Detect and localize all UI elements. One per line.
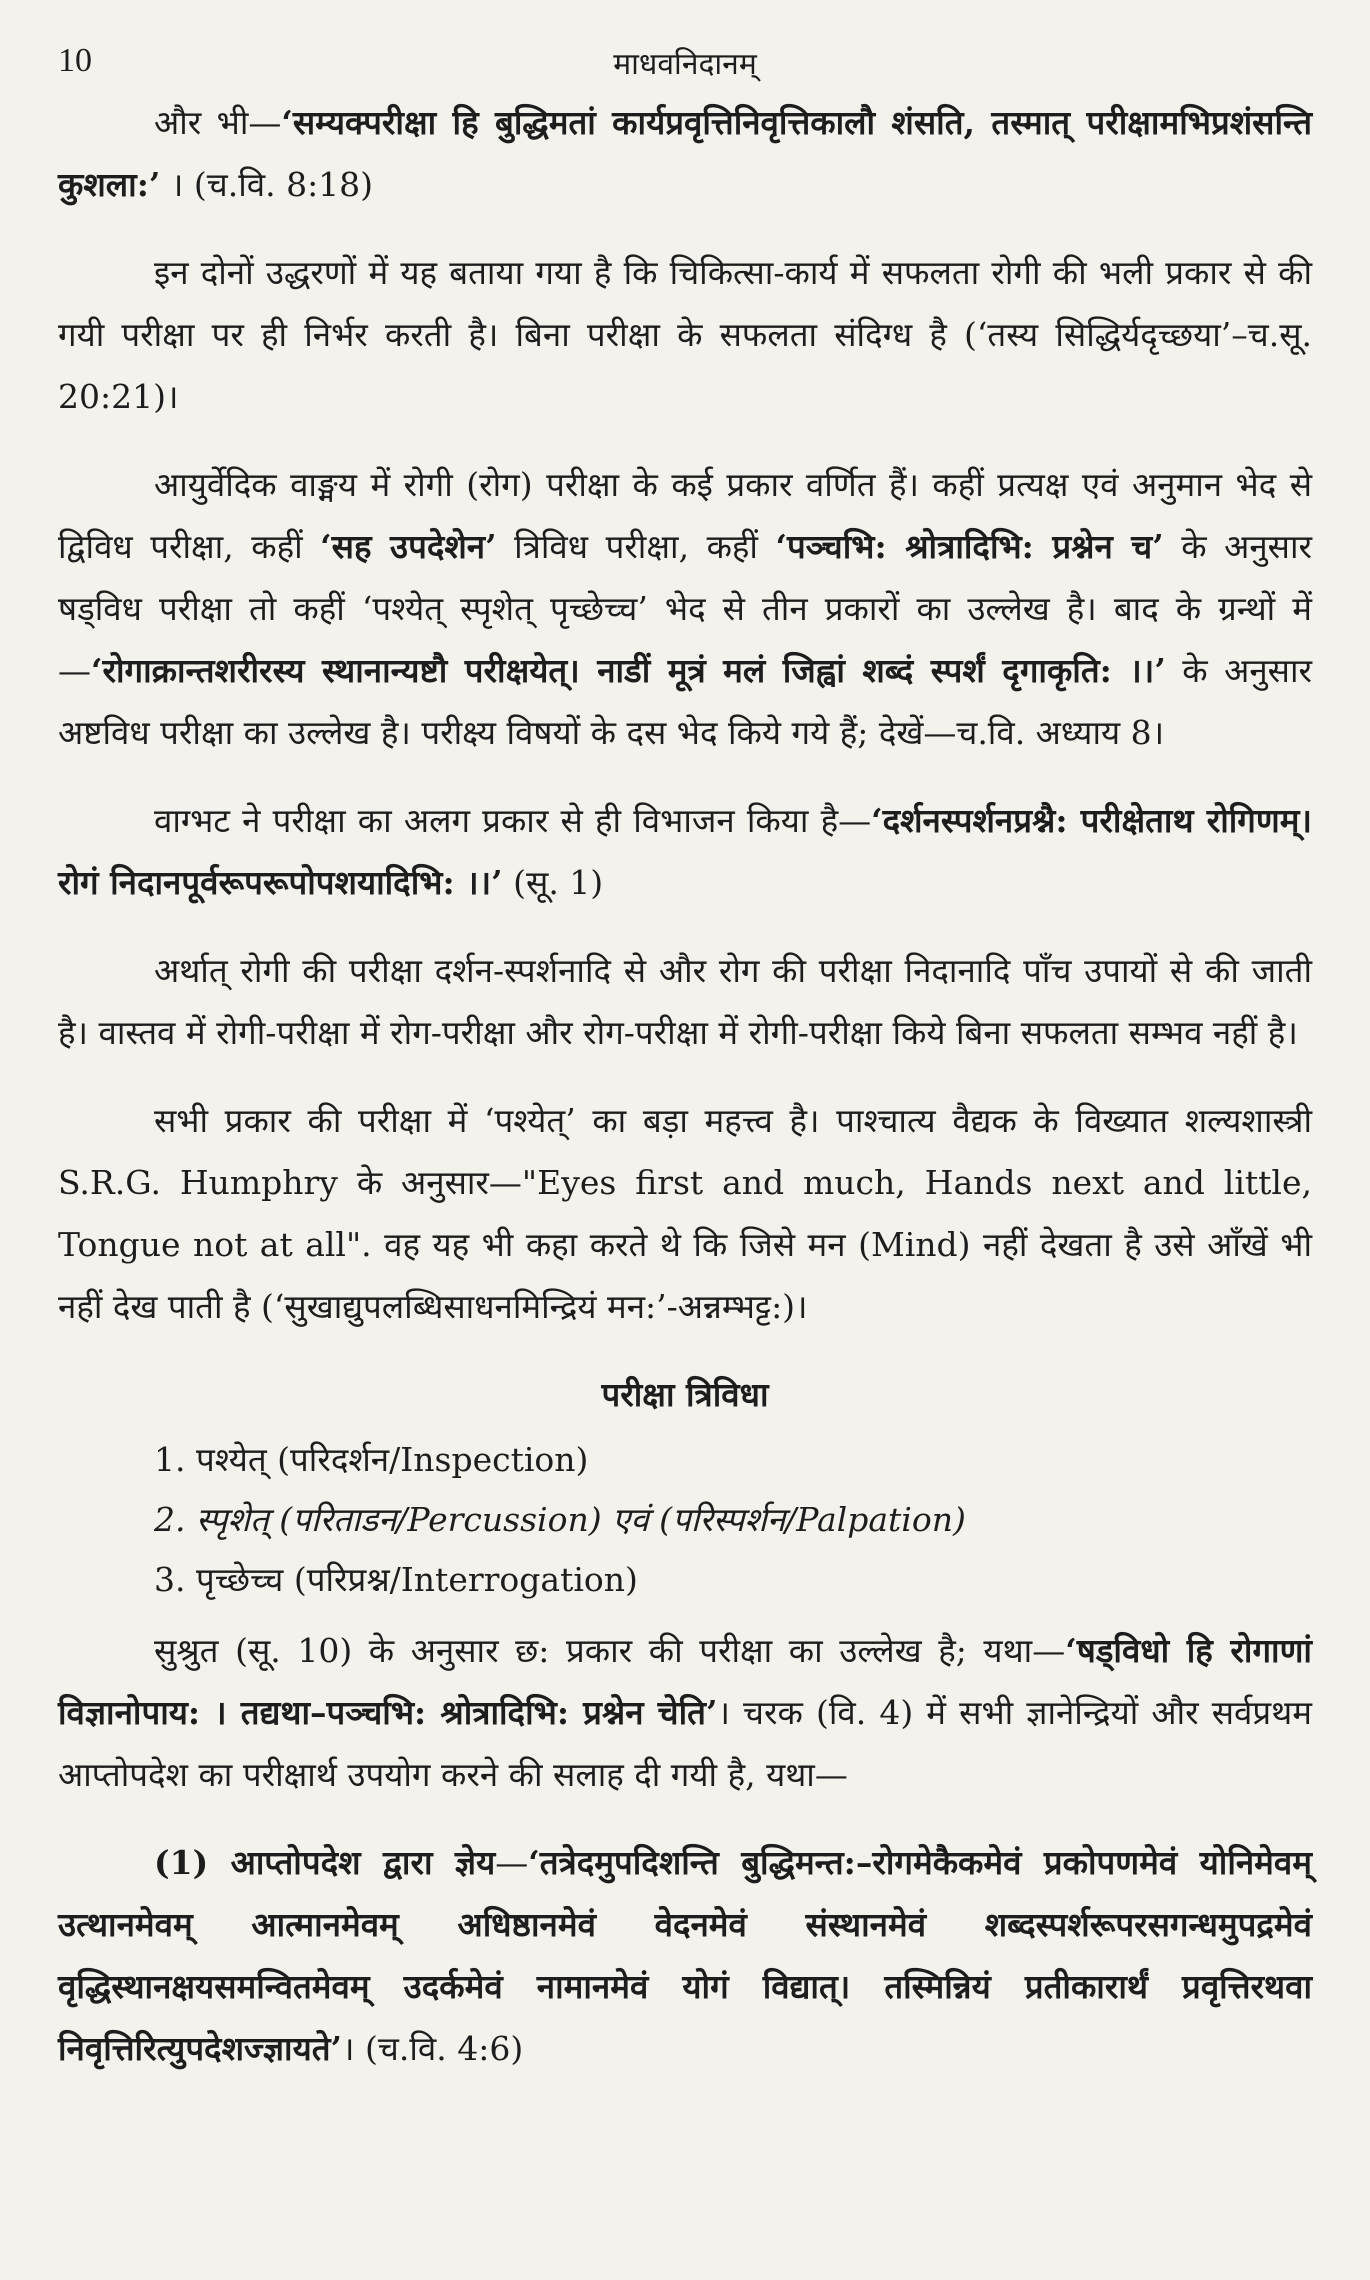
p3-bold-2: ‘पञ्चभि: श्रोत्रादिभि: प्रश्नेन च’	[775, 527, 1164, 566]
page-number: 10	[58, 42, 92, 79]
p1-intro: और भी—	[154, 103, 282, 142]
section-heading: परीक्षा त्रिविधा	[601, 1375, 769, 1414]
p3-text-3: के अनुसार षड्विध परीक्षा तो कहीं ‘पश्येत् स्पृशेत् पृच्छेच्च’ भेद से तीन प्रकारों का उल्लेख है। बाद के ग्रन्थों में—	[58, 527, 1313, 690]
p4-bold-1: ‘दर्शनस्पर्शनप्रश्नै: परीक्षेताथ रोगिणम्। रोगं निदानपूर्वरूपरूपोपशयादिभि: ।।’	[58, 801, 1312, 902]
p3-text-1: आयुर्वेदिक वाङ्मय में रोगी (रोग) परीक्षा के कई प्रकार वर्णित हैं। कहीं प्रत्यक्ष एवं अनुमान भेद से द्विविध परीक्षा, कहीं	[58, 465, 1312, 566]
p8-dash: —	[495, 1843, 529, 1882]
list-item-1: 1. पश्येत् (परिदर्शन/Inspection)	[154, 1440, 589, 1479]
paragraph-8	[58, 1832, 1312, 2080]
p3-text-4: के अनुसार अष्टविध परीक्षा का उल्लेख है। परीक्ष्य विषयों के दस भेद किये गये हैं; देखें—च.वि. अध्याय 8।	[58, 651, 1312, 752]
p8-heading: (1) आप्तोपदेश द्वारा ज्ञेय	[154, 1843, 496, 1882]
p4-text-2: (सू. 1)	[502, 863, 604, 902]
p1-quote: ‘सम्यक्परीक्षा हि बुद्धिमतां कार्यप्रवृत्तिनिवृत्तिकालौ शंसति, तस्मात् परीक्षामभिप्रशंसन्ति कुशला:’	[58, 103, 1313, 204]
list-item-3: 3. पृच्छेच्च (परिप्रश्न/Interrogation)	[154, 1560, 638, 1599]
paragraph-1	[58, 92, 1312, 216]
p7-text-2: । चरक (वि. 4) में सभी ज्ञानेन्द्रियों और सर्वप्रथम आप्तोपदेश का परीक्षार्थ उपयोग करने की सलाह दी गयी है, यथा—	[58, 1693, 1312, 1794]
p7-bold-1: ‘षड्विधो हि रोगाणां विज्ञानोपाय: । तद्यथा–पञ्चभि: श्रोत्रादिभि: प्रश्नेन चेति’	[58, 1631, 1312, 1732]
paragraph-5: अर्थात् रोगी की परीक्षा दर्शन-स्पर्शनादि से और रोग की परीक्षा निदानादि पाँच उपायों से की जाती है। वास्तव में रोगी-परीक्षा में रोग-परीक्षा और रोग-परीक्षा में रोगी-परीक्षा किये बिना सफलता सम्भव नहीं है।	[58, 951, 1312, 1052]
page-header	[58, 36, 1312, 92]
p8-quote: ‘तत्रेदमुपदिशन्ति बुद्धिमन्त:–रोगमेकैकमेवं प्रकोपणमेवं योनिमेवम् उत्थानमेवम् आत्मानमेवम् अधिष्ठानमेवं वेदनमेवं संस्थानमेवं शब्दस्पर्शरूपरसगन्धमुपद्रमेवं वृद्धिस्थानक्षयसमन्वितमेवम् उदर्कमेवं नामानमेवं योगं विद्यात्। तस्मिन्नियं प्रतीकारार्थं प्रवृत्तिरथवा निवृत्तिरित्युपदेशज्ज्ञायते’	[58, 1843, 1312, 2068]
p4-text-1: वाग्भट ने परीक्षा का अलग प्रकार से ही विभाजन किया है—	[154, 801, 872, 840]
p3-bold-3: ‘रोगाक्रान्तशरीरस्य स्थानान्यष्टौ परीक्षयेत्। नाडीं मूत्रं मलं जिह्वां शब्दं स्पर्शं दृगाकृति: ।।’	[91, 651, 1166, 690]
p1-citation: । (च.वि. 8:18)	[160, 165, 374, 204]
running-title: माधवनिदानम्	[613, 47, 757, 82]
p3-text-2: त्रिविध परीक्षा, कहीं	[496, 527, 776, 566]
paragraph-4	[58, 790, 1312, 914]
p8-citation: । (च.वि. 4:6)	[342, 2029, 524, 2068]
p7-text-1: सुश्रुत (सू. 10) के अनुसार छ: प्रकार की परीक्षा का उल्लेख है; यथा—	[154, 1631, 1066, 1670]
list-item-2: 2. स्पृशेत् (परिताडन/Percussion) एवं (परिस्पर्शन/Palpation)	[154, 1500, 966, 1539]
examination-list	[58, 1430, 1312, 1610]
paragraph-7	[58, 1620, 1312, 1806]
p3-bold-1: ‘सह उपदेशेन’	[320, 527, 497, 566]
paragraph-6: सभी प्रकार की परीक्षा में ‘पश्येत्’ का बड़ा महत्त्व है। पाश्चात्य वैद्यक के विख्यात शल्यशास्त्री S.R.G. Humphry के अनुसार—"Eyes first and much, Hands next and little, Tongue not at all". वह यह भी कहा करते थे कि जिसे मन (Mind) नहीं देखता है उसे आँखें भी नहीं देख पाती है (‘सुखाद्युपलब्धिसाधनमिन्द्रियं मन:’-अन्नम्भट्ट:)।	[58, 1101, 1312, 1326]
paragraph-3	[58, 454, 1312, 764]
paragraph-2: इन दोनों उद्धरणों में यह बताया गया है कि चिकित्सा-कार्य में सफलता रोगी की भली प्रकार से की गयी परीक्षा पर ही निर्भर करती है। बिना परीक्षा के सफलता संदिग्ध है (‘तस्य सिद्धिर्यदृच्छया’–च.सू. 20:21)।	[58, 253, 1312, 416]
